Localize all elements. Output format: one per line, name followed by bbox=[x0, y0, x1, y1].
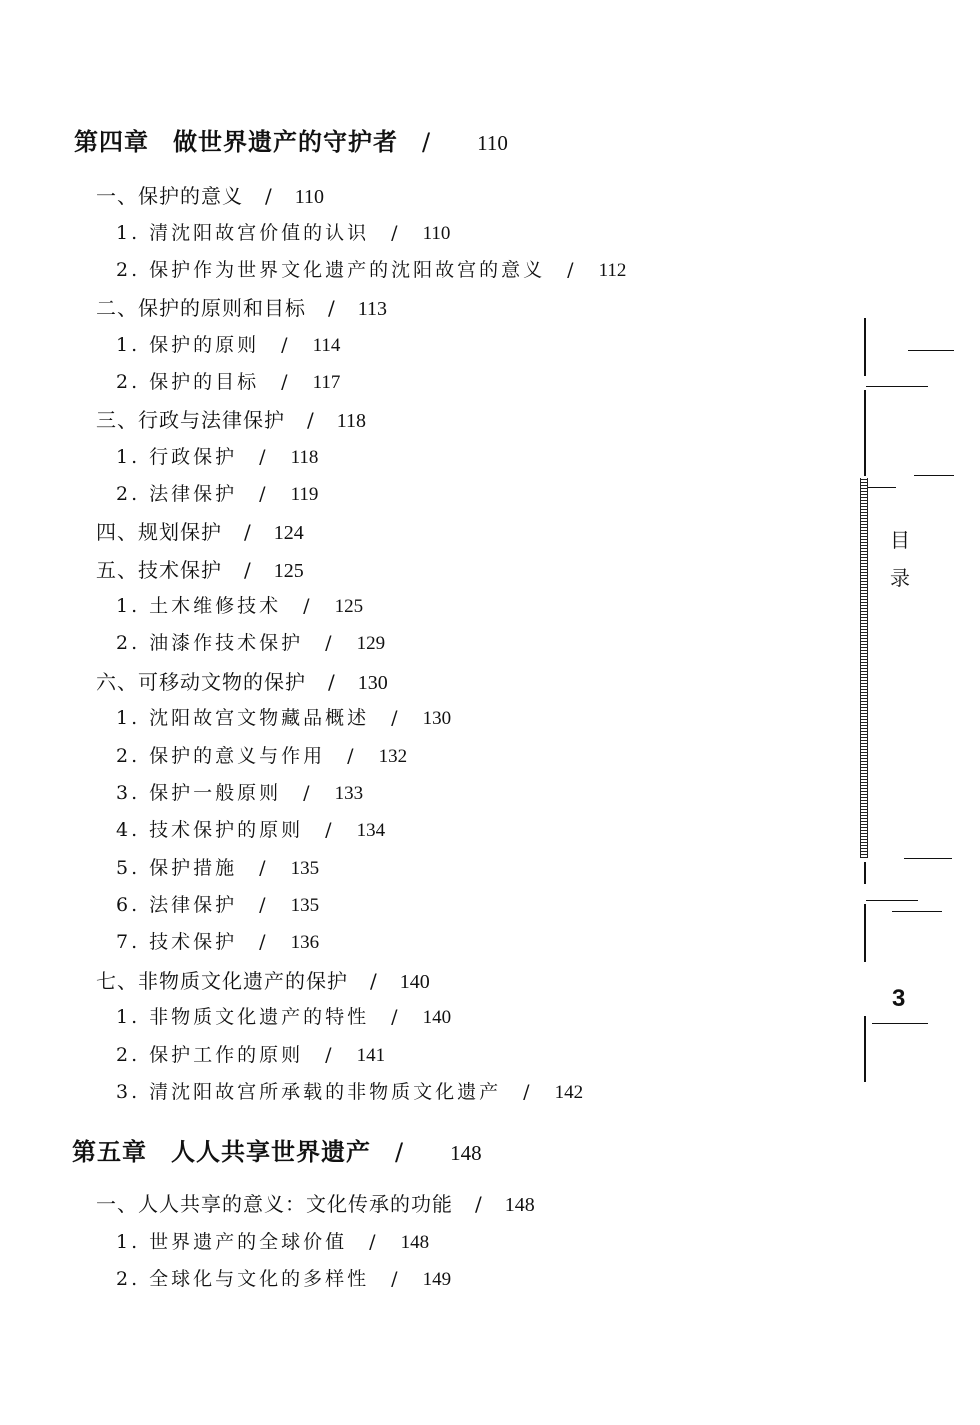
margin-rule bbox=[864, 390, 866, 476]
page-number: 118 bbox=[290, 447, 319, 468]
hatched-spine bbox=[860, 478, 868, 858]
separator: / bbox=[328, 296, 336, 320]
entry-title: 1. 世界遗产的全球价值 bbox=[116, 1231, 348, 1253]
entry-title: 1. 沈阳故宫文物藏品概述 bbox=[116, 707, 370, 729]
toc-entry[interactable] bbox=[116, 373, 340, 392]
separator: / bbox=[395, 1138, 405, 1166]
page-number: 110 bbox=[422, 223, 451, 244]
separator: / bbox=[328, 670, 336, 694]
entry-title: 3. 清沈阳故宫所承载的非物质文化遗产 bbox=[116, 1081, 502, 1103]
separator: / bbox=[325, 1044, 335, 1066]
separator: / bbox=[307, 408, 315, 432]
toc-entry[interactable] bbox=[116, 1046, 385, 1065]
page-number: 134 bbox=[356, 820, 386, 841]
toc-entry[interactable] bbox=[96, 1194, 535, 1215]
toc-entry[interactable] bbox=[96, 672, 388, 693]
toc-entry[interactable] bbox=[116, 1083, 583, 1102]
chapter-5-heading[interactable] bbox=[72, 1140, 482, 1164]
entry-title: 1. 非物质文化遗产的特性 bbox=[116, 1006, 370, 1028]
toc-entry[interactable] bbox=[116, 1008, 451, 1027]
entry-title: 一、人人共享的意义：文化传承的功能 bbox=[96, 1192, 453, 1216]
page-number: 148 bbox=[450, 1141, 482, 1165]
separator: / bbox=[259, 857, 269, 879]
toc-entry[interactable] bbox=[116, 896, 319, 915]
chapter-title: 人人共享世界遗产 bbox=[171, 1138, 371, 1166]
page-number: 118 bbox=[336, 410, 367, 432]
toc-entry[interactable] bbox=[96, 298, 387, 319]
entry-title: 2. 保护作为世界文化遗产的沈阳故宫的意义 bbox=[116, 259, 546, 281]
toc-entry[interactable] bbox=[116, 261, 626, 280]
separator: / bbox=[391, 222, 401, 244]
entry-title: 二、保护的原则和目标 bbox=[96, 296, 306, 320]
entry-title: 一、保护的意义 bbox=[96, 184, 243, 208]
entry-title: 七、非物质文化遗产的保护 bbox=[96, 969, 348, 993]
separator: / bbox=[303, 782, 313, 804]
page-number: 110 bbox=[294, 186, 325, 208]
entry-title: 2. 法律保护 bbox=[116, 483, 238, 505]
toc-entry[interactable] bbox=[96, 560, 304, 581]
separator: / bbox=[265, 184, 273, 208]
entry-title: 2. 保护的意义与作用 bbox=[116, 745, 326, 767]
separator: / bbox=[347, 745, 357, 767]
toc-entry[interactable] bbox=[116, 821, 385, 840]
page-number: 130 bbox=[422, 708, 452, 729]
page-number: 112 bbox=[598, 260, 627, 281]
toc-entry[interactable] bbox=[116, 1233, 429, 1252]
separator: / bbox=[281, 334, 291, 356]
toc-entry[interactable] bbox=[116, 933, 319, 952]
page-number: 114 bbox=[312, 335, 341, 356]
toc-entry[interactable] bbox=[116, 448, 318, 467]
entry-title: 5. 保护措施 bbox=[116, 857, 238, 879]
separator: / bbox=[259, 894, 269, 916]
separator: / bbox=[391, 1006, 401, 1028]
separator: / bbox=[259, 483, 269, 505]
separator: / bbox=[391, 1268, 401, 1290]
page-number: 119 bbox=[290, 484, 319, 505]
entry-title: 2. 全球化与文化的多样性 bbox=[116, 1268, 370, 1290]
page-number: 148 bbox=[504, 1194, 535, 1216]
entry-title: 三、行政与法律保护 bbox=[96, 408, 285, 432]
entry-title: 4. 技术保护的原则 bbox=[116, 819, 304, 841]
tab-label-bottom: 录 bbox=[890, 566, 910, 590]
chapter-number: 第五章 bbox=[72, 1138, 147, 1166]
entry-title: 1. 保护的原则 bbox=[116, 334, 260, 356]
page-number: 140 bbox=[422, 1007, 452, 1028]
entry-title: 6. 法律保护 bbox=[116, 894, 238, 916]
page-number: 135 bbox=[290, 895, 320, 916]
entry-title: 2. 保护工作的原则 bbox=[116, 1044, 304, 1066]
entry-title: 四、规划保护 bbox=[96, 520, 222, 544]
page-number: 135 bbox=[290, 858, 320, 879]
margin-rule bbox=[864, 1016, 866, 1082]
toc-entry[interactable] bbox=[96, 522, 304, 543]
page-number: 149 bbox=[422, 1269, 452, 1290]
separator: / bbox=[422, 128, 432, 156]
separator: / bbox=[325, 819, 335, 841]
entry-title: 1. 土木维修技术 bbox=[116, 595, 282, 617]
separator: / bbox=[475, 1192, 483, 1216]
margin-rule bbox=[864, 904, 866, 962]
page-number: 124 bbox=[273, 522, 304, 544]
entry-title: 六、可移动文物的保护 bbox=[96, 670, 306, 694]
toc-entry[interactable] bbox=[116, 709, 451, 728]
page-number: 141 bbox=[356, 1045, 386, 1066]
separator: / bbox=[281, 371, 291, 393]
page-number: 140 bbox=[399, 971, 430, 993]
entry-title: 五、技术保护 bbox=[96, 558, 222, 582]
chapter-title: 做世界遗产的守护者 bbox=[173, 128, 398, 156]
margin-rule bbox=[864, 318, 866, 376]
chapter-4-heading[interactable] bbox=[74, 130, 508, 154]
toc-entry[interactable] bbox=[116, 784, 363, 803]
entry-title: 3. 保护一般原则 bbox=[116, 782, 282, 804]
entry-title: 2. 油漆作技术保护 bbox=[116, 632, 304, 654]
separator: / bbox=[259, 931, 269, 953]
toc-entry[interactable] bbox=[116, 597, 363, 616]
toc-entry[interactable] bbox=[116, 336, 340, 355]
toc-entry[interactable] bbox=[116, 1270, 451, 1289]
chapter-number: 第四章 bbox=[74, 128, 149, 156]
toc-entry[interactable] bbox=[116, 224, 450, 243]
separator: / bbox=[369, 1231, 379, 1253]
page-number: 125 bbox=[334, 596, 364, 617]
toc-entry[interactable] bbox=[96, 186, 324, 207]
margin-rule bbox=[904, 858, 952, 859]
entry-title: 1. 行政保护 bbox=[116, 446, 238, 468]
margin-rule bbox=[864, 862, 866, 884]
page-number: 117 bbox=[312, 372, 341, 393]
separator: / bbox=[523, 1081, 533, 1103]
toc-entry[interactable] bbox=[96, 971, 430, 992]
margin-rule bbox=[866, 487, 896, 488]
tab-label-top: 目 bbox=[890, 528, 910, 552]
separator: / bbox=[325, 632, 335, 654]
separator: / bbox=[370, 969, 378, 993]
separator: / bbox=[567, 259, 577, 281]
page-number: 125 bbox=[273, 560, 304, 582]
separator: / bbox=[244, 520, 252, 544]
separator: / bbox=[303, 595, 313, 617]
margin-tab bbox=[852, 0, 980, 1425]
toc-entry[interactable] bbox=[116, 859, 319, 878]
toc-entry[interactable] bbox=[116, 485, 318, 504]
page-number: 142 bbox=[554, 1082, 584, 1103]
page-number: 110 bbox=[477, 131, 508, 155]
margin-rule bbox=[866, 900, 918, 901]
page-number: 133 bbox=[334, 783, 364, 804]
separator: / bbox=[244, 558, 252, 582]
toc-entry[interactable] bbox=[116, 634, 385, 653]
margin-rule bbox=[908, 350, 954, 351]
margin-rule bbox=[866, 386, 928, 387]
margin-rule bbox=[914, 475, 954, 476]
page-number: 148 bbox=[400, 1232, 430, 1253]
page-number: 136 bbox=[290, 932, 320, 953]
margin-rule bbox=[872, 1023, 928, 1024]
page-number: 129 bbox=[356, 633, 386, 654]
toc-entry[interactable] bbox=[96, 410, 366, 431]
margin-rule bbox=[892, 911, 942, 912]
entry-title: 7. 技术保护 bbox=[116, 931, 238, 953]
separator: / bbox=[259, 446, 269, 468]
toc-entry[interactable] bbox=[116, 747, 407, 766]
page-number-badge: 3 bbox=[892, 985, 906, 1012]
entry-title: 1. 清沈阳故宫价值的认识 bbox=[116, 222, 370, 244]
page-number: 113 bbox=[357, 298, 388, 320]
page-number: 130 bbox=[357, 672, 388, 694]
page-number: 132 bbox=[378, 746, 408, 767]
entry-title: 2. 保护的目标 bbox=[116, 371, 260, 393]
separator: / bbox=[391, 707, 401, 729]
